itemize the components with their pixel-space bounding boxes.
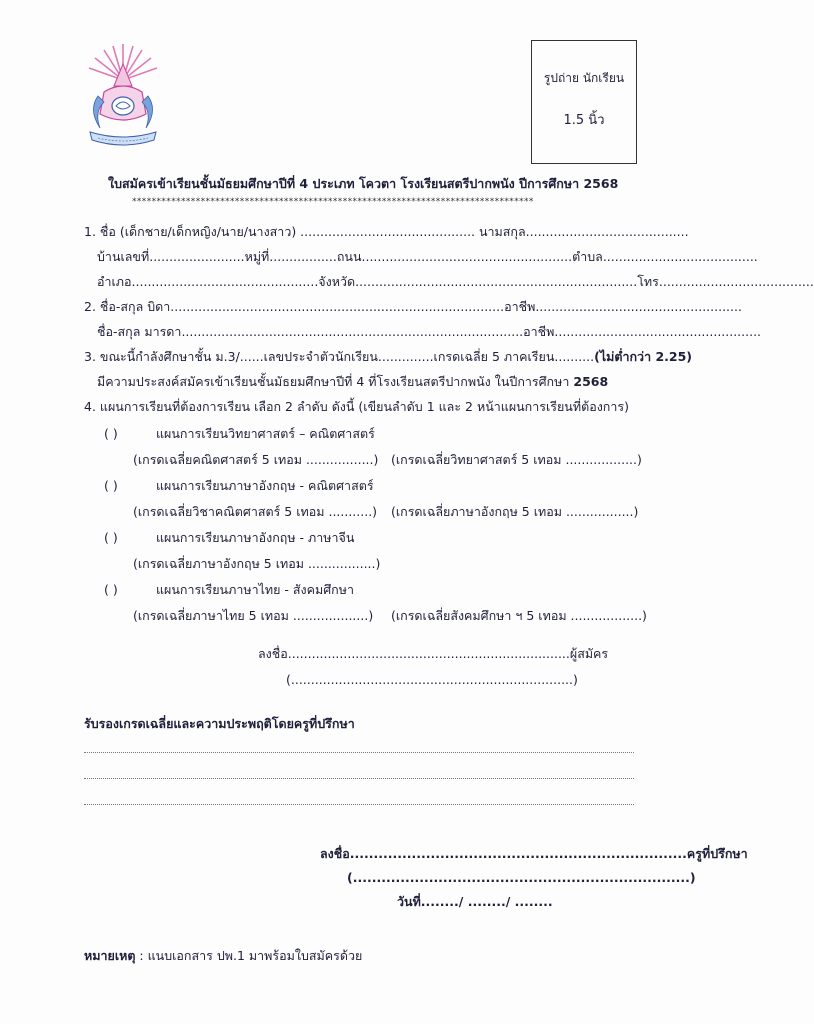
applicant-name-line[interactable]: (.......................................................................) [286,672,578,687]
plan-checkbox-2[interactable]: ( ) [104,478,118,493]
intent-year: 2568 [573,374,609,389]
mother-field-line[interactable]: ชื่อ-สกุล มารดา......................................................................................อาชีพ.................................................... [97,324,762,339]
plan-name-3: แผนการเรียนภาษาอังกฤษ - ภาษาจีน [156,530,355,545]
advisor-comment-line-2[interactable] [84,778,634,779]
plan-checkbox-1[interactable]: ( ) [104,426,118,441]
advisor-comment-line-3[interactable] [84,804,634,805]
advisor-comment-line-1[interactable] [84,752,634,753]
plan-grade-left-1[interactable]: (เกรดเฉลี่ยคณิตศาสตร์ 5 เทอม .................) [133,452,379,467]
name-field-line[interactable]: 1. ชื่อ (เด็กชาย/เด็กหญิง/นาย/นางสาว) ............................................ นามสกุล......................................... [84,224,689,239]
address-field-line[interactable]: บ้านเลขที่........................หมู่ที่.................ถนน.....................................................ตำบล....................................... [97,249,758,264]
advisor-heading: รับรองเกรดเฉลี่ยและความประพฤติโดยครูที่ปรึกษา [84,716,355,731]
father-field-line[interactable]: 2. ชื่อ-สกุล บิดา....................................................................................อาชีพ.................................................... [84,299,742,314]
plan-grade-left-2[interactable]: (เกรดเฉลี่ยวิชาคณิตศาสตร์ 5 เทอม ...........) [133,504,378,519]
district-field-line[interactable]: อำเภอ...............................................จังหวัด.......................................................................โทร....................................... [97,274,814,289]
form-title: ใบสมัครเข้าเรียนชั้นมัธยมศึกษาปีที่ 4 ประเภท โควตา โรงเรียนสตรีปากพนัง ปีการศึกษา 2568 [108,176,619,191]
min-gpa-note: (ไม่ต่ำกว่า 2.25) [594,349,692,364]
plan-grade-left-4[interactable]: (เกรดเฉลี่ยภาษาไทย 5 เทอม ...................) [133,608,374,623]
plan-grade-right-1[interactable]: (เกรดเฉลี่ยวิทยาศาสตร์ 5 เทอม ..................) [391,452,642,467]
plan-checkbox-3[interactable]: ( ) [104,530,118,545]
star-divider: ********************************************************************************** [132,197,534,207]
intent-line [97,374,608,390]
photo-size-label: 1.5 นิ้ว [563,113,605,128]
date-line[interactable]: วันที่......../ ......../ ........ [397,894,553,909]
school-logo [80,40,166,160]
plan-name-4: แผนการเรียนภาษาไทย - สังคมศึกษา [156,582,355,597]
current-study-text: 3. ขณะนี้กำลังศึกษาชั้น ม.3/......เลขประจำตัวนักเรียน..............เกรดเฉลี่ย 5 ภาคเรียน.......... [84,349,595,364]
note [84,948,362,964]
current-study-line[interactable] [84,349,692,365]
photo-box [531,40,637,164]
advisor-signature-line[interactable]: ลงชื่อ.......................................................................ครูที่ปรึกษา [320,846,748,861]
applicant-signature-line[interactable]: ลงชื่อ.......................................................................ผู้สมัคร [258,646,609,661]
plan-checkbox-4[interactable]: ( ) [104,582,118,597]
plan-name-1: แผนการเรียนวิทยาศาสตร์ – คณิตศาสตร์ [156,426,375,441]
advisor-name-line[interactable]: (.......................................................................) [347,870,696,885]
plan-grade-right-4[interactable]: (เกรดเฉลี่ยสังคมศึกษา ฯ 5 เทอม ..................) [391,608,647,623]
plan-header: 4. แผนการเรียนที่ต้องการเรียน เลือก 2 ลำดับ ดังนี้ (เขียนลำดับ 1 และ 2 หน้าแผนการเรียนที่ต้องการ) [84,399,629,414]
plan-grade-right-2[interactable]: (เกรดเฉลี่ยภาษาอังกฤษ 5 เทอม .................) [391,504,639,519]
photo-box-label: รูปถ่าย นักเรียน [543,71,625,85]
note-text: : แนบเอกสาร ปพ.1 มาพร้อมใบสมัครด้วย [135,948,363,963]
plan-name-2: แผนการเรียนภาษาอังกฤษ - คณิตศาสตร์ [156,478,374,493]
plan-grade-left-3[interactable]: (เกรดเฉลี่ยภาษาอังกฤษ 5 เทอม .................) [133,556,381,571]
intent-text: มีความประสงค์สมัครเข้าเรียนชั้นมัธยมศึกษาปีที่ 4 ที่โรงเรียนสตรีปากพนัง ในปีการศึกษา [97,374,570,389]
note-label: หมายเหตุ [84,948,136,963]
